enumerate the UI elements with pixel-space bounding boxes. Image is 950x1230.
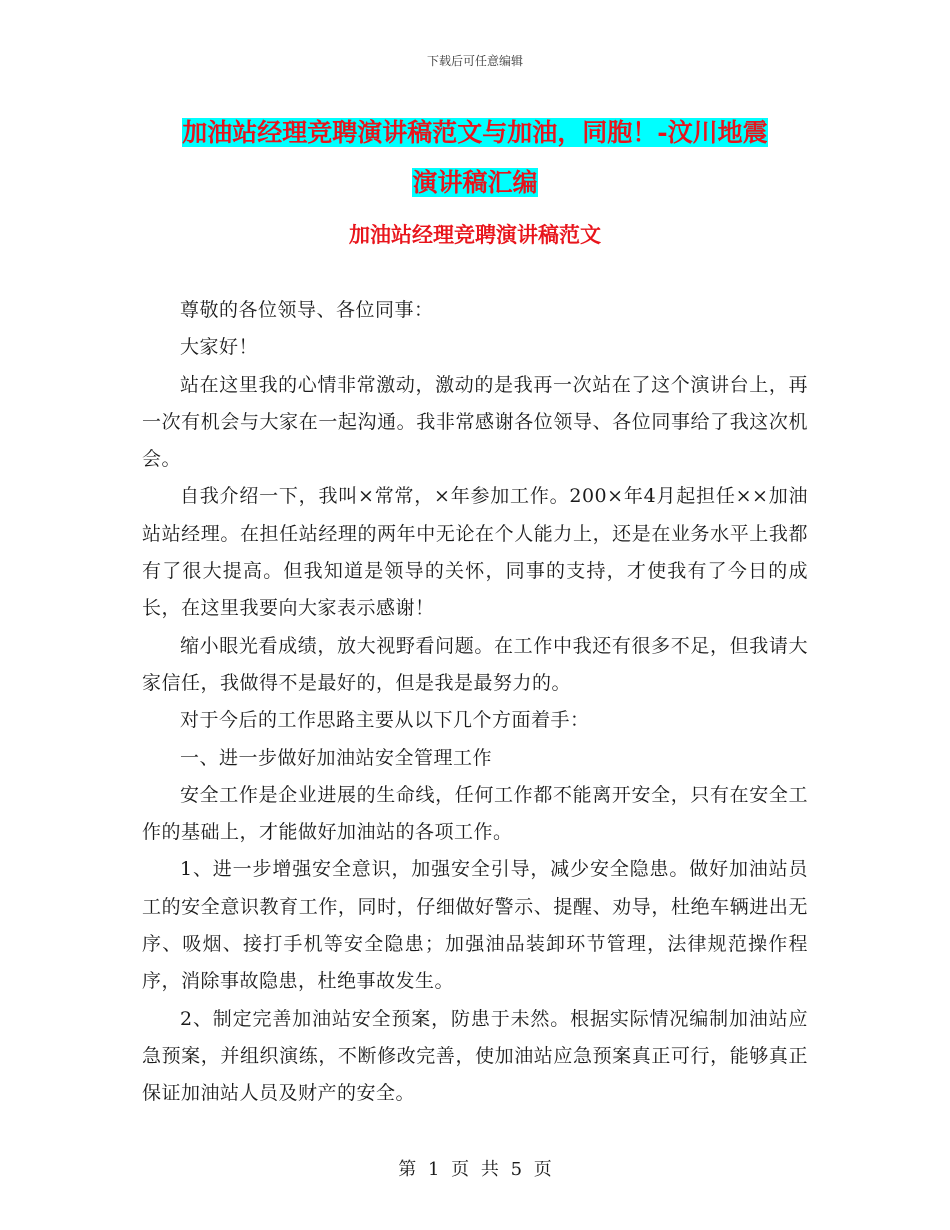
section-title: 加油站经理竞聘演讲稿范文	[349, 222, 601, 247]
title-line-1: 加油站经理竞聘演讲稿范文与加油，同胞！-汶川地震	[182, 118, 768, 147]
paragraph: 安全工作是企业进展的生命线，任何工作都不能离开安全，只有在安全工作的基础上，才能做好加油站的各项工作。	[142, 783, 808, 844]
greeting: 大家好！	[180, 336, 259, 359]
page-footer: 第 1 页 共 5 页	[398, 1159, 552, 1180]
paragraph: 站在这里我的心情非常激动，激动的是我再一次站在了这个演讲台上，再一次有机会与大家在一起沟通。我非常感谢各位领导、各位同事给了我这次机会。	[142, 373, 808, 471]
header-note: 下载后可任意编辑	[426, 54, 523, 68]
subheading: 一、进一步做好加油站安全管理工作	[180, 746, 493, 769]
paragraph: 自我介绍一下，我叫×常常，×年参加工作。200×年4月起担任××加油站站经理。在担任站经理的两年中无论在个人能力上，还是在业务水平上我都有了很大提高。但我知道是领导的关怀，同事的支持，才使我有了今日的成长，在这里我要向大家表示感谢！	[142, 485, 808, 620]
salutation: 尊敬的各位领导、各位同事：	[180, 299, 434, 321]
body-text	[142, 292, 808, 1113]
paragraph: 1、进一步增强安全意识，加强安全引导，减少安全隐患。做好加油站员工的安全意识教育工作，同时，仔细做好警示、提醒、劝导，杜绝车辆进出无序、吸烟、接打手机等安全隐患；加强油品装卸环节管理，法律规范操作程序，消除事故隐患，杜绝事故发生。	[142, 858, 808, 993]
paragraph: 2、制定完善加油站安全预案，防患于未然。根据实际情况编制加油站应急预案，并组织演练，不断修改完善，使加油站应急预案真正可行，能够真正保证加油站人员及财产的安全。	[142, 1007, 808, 1105]
document-title	[140, 108, 810, 208]
paragraph: 缩小眼光看成绩，放大视野看问题。在工作中我还有很多不足，但我请大家信任，我做得不是最好的，但是我是最努力的。	[142, 634, 808, 694]
paragraph: 对于今后的工作思路主要从以下几个方面着手：	[180, 709, 590, 732]
title-line-2: 演讲稿汇编	[412, 168, 538, 197]
